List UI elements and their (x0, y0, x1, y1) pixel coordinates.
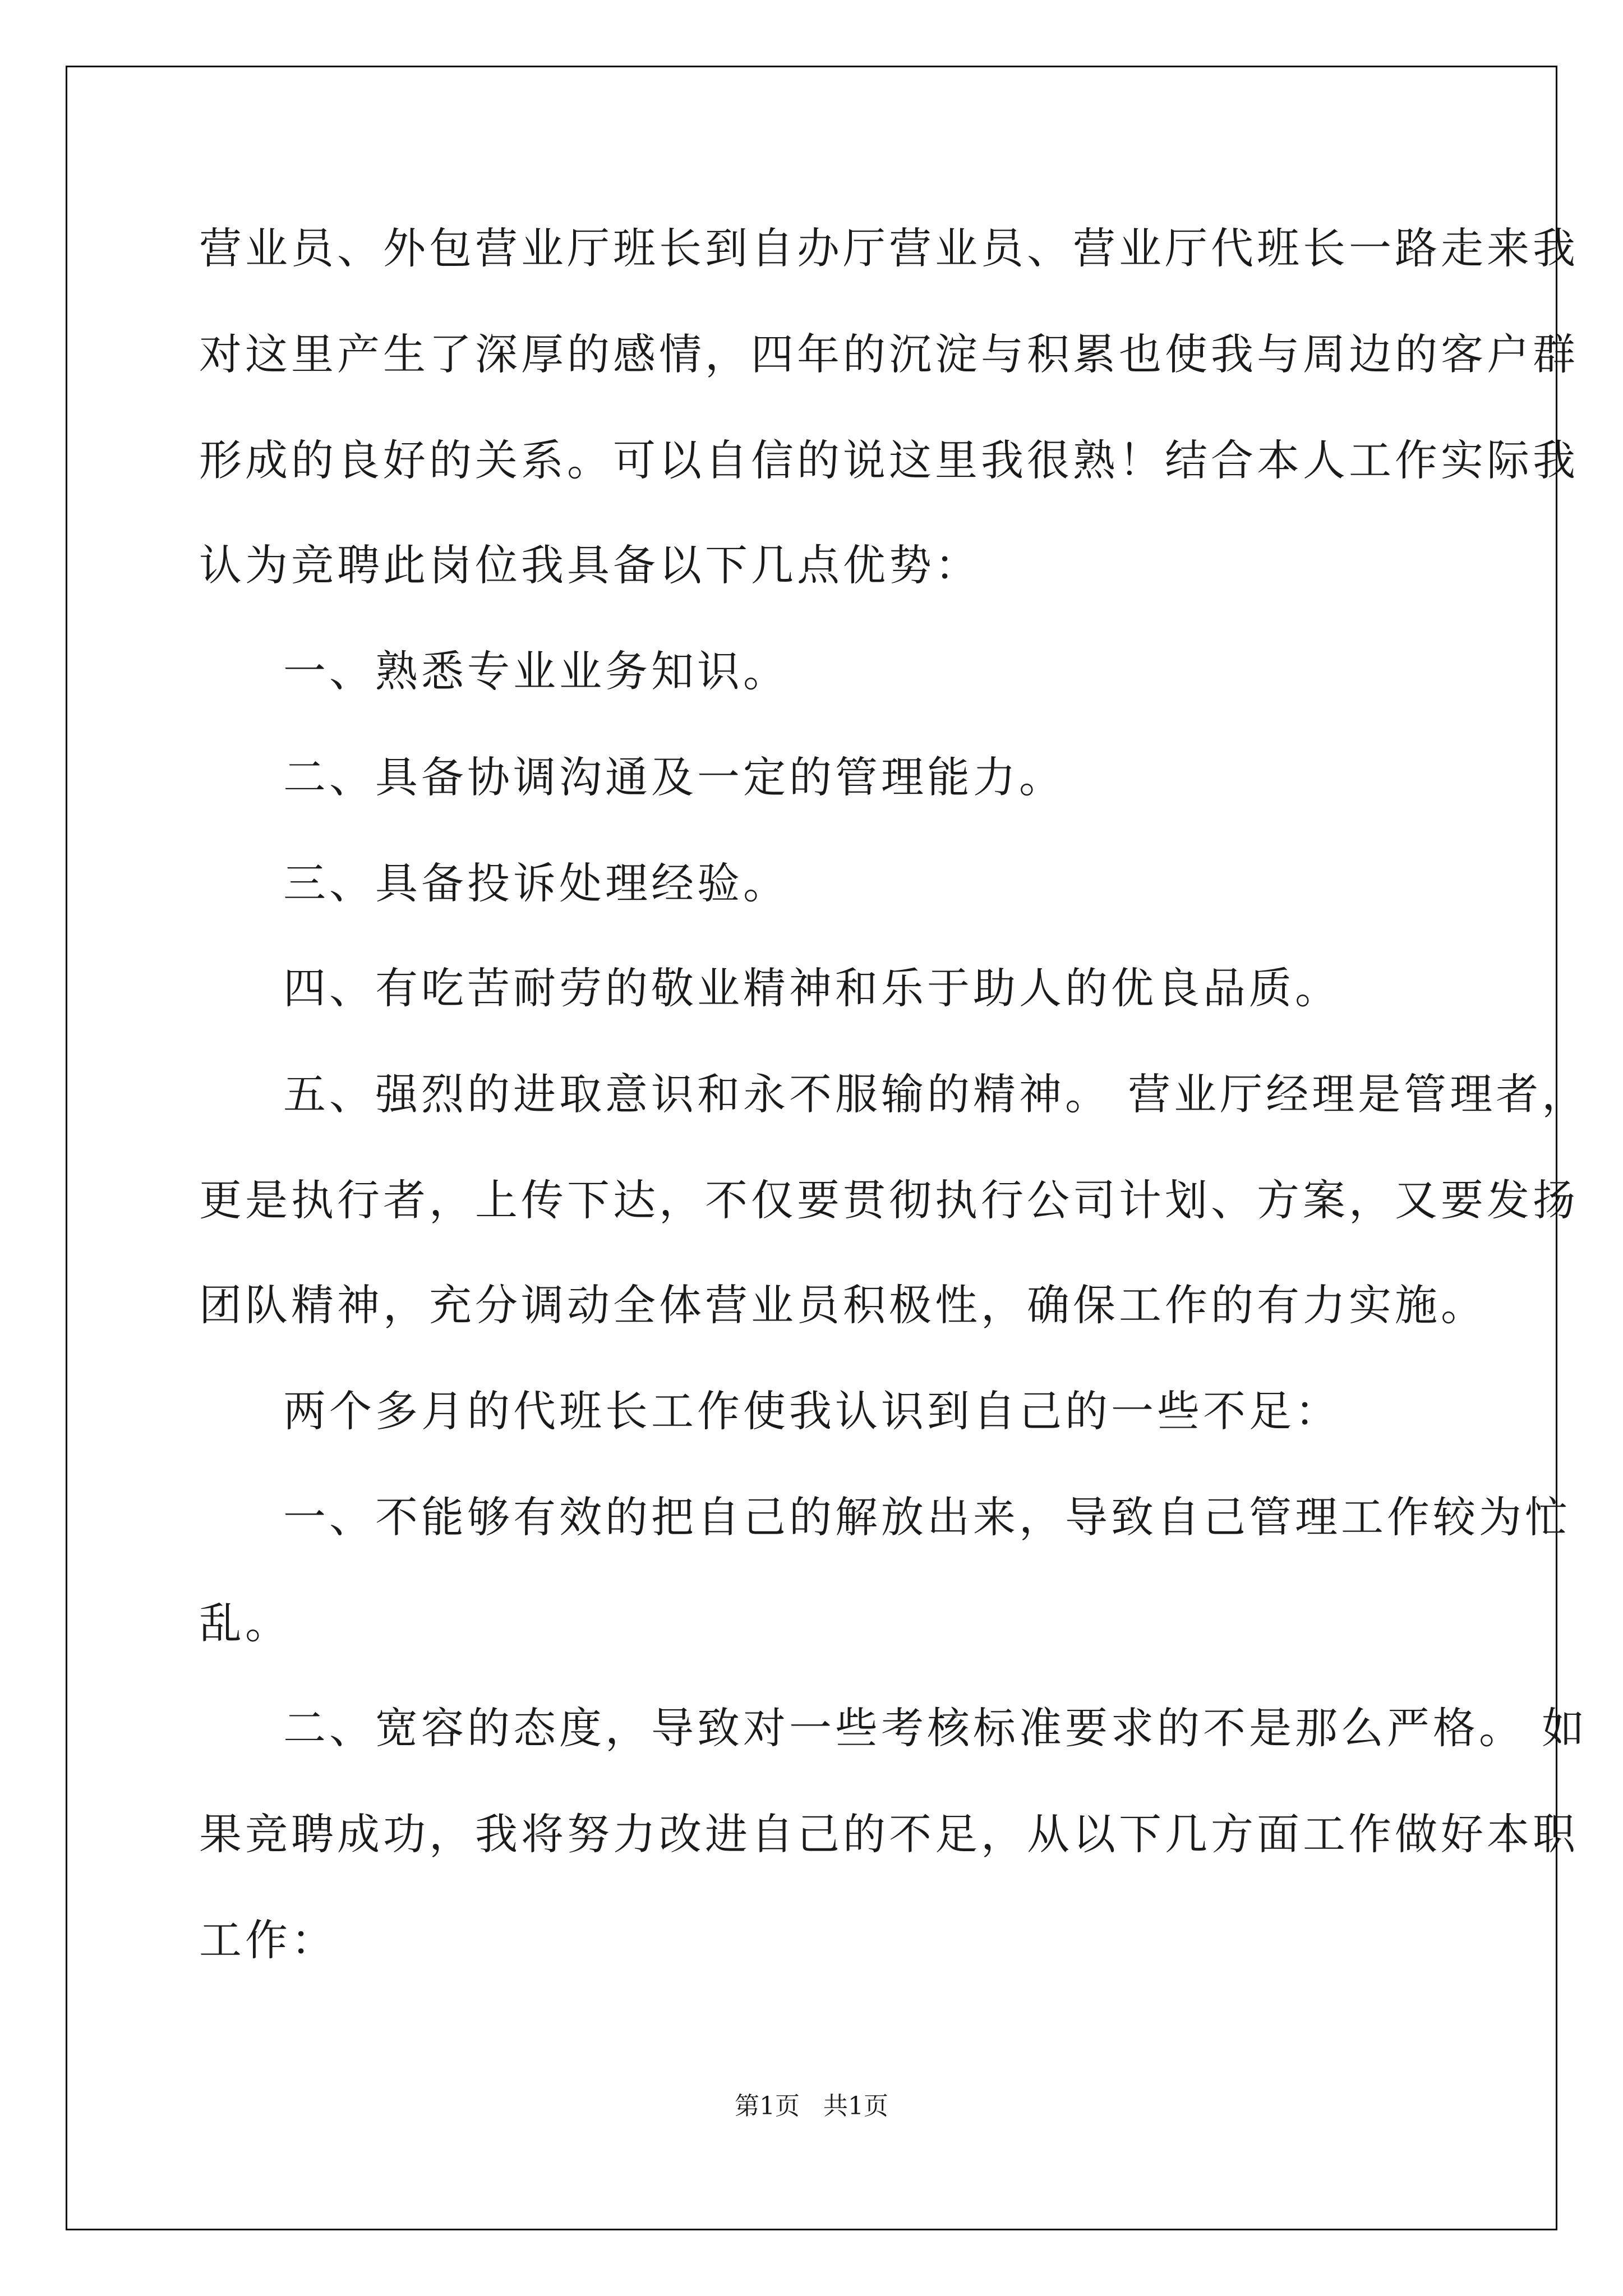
body-line-10: 更是执行者，上传下达，不仅要贯彻执行公司计划、方案，又要发扬 (199, 1175, 1579, 1225)
body-line-13: 一、不能够有效的把自己的解放出来，导致自己管理工作较为忙 (283, 1492, 1571, 1542)
body-line-2: 对这里产生了深厚的感情，四年的沉淀与积累也使我与周边的客户群 (199, 329, 1579, 379)
body-line-15: 二、宽容的态度，导致对一些考核标准要求的不是那么严格。 如 (283, 1703, 1588, 1753)
page-border (66, 66, 1588, 2230)
body-line-4: 认为竞聘此岗位我具备以下几点优势： (199, 540, 981, 590)
body-line-1: 营业员、外包营业厅班长到自办厅营业员、营业厅代班长一路走来我 (199, 223, 1579, 273)
body-line-6: 二、具备协调沟通及一定的管理能力。 (283, 752, 1065, 802)
body-line-5: 一、熟悉专业业务知识。 (283, 646, 789, 696)
body-line-16: 果竞聘成功，我将努力改进自己的不足，从以下几方面工作做好本职 (199, 1809, 1579, 1859)
body-line-11: 团队精神，充分调动全体营业员积极性，确保工作的有力实施。 (199, 1280, 1487, 1330)
body-line-12: 两个多月的代班长工作使我认识到自己的一些不足： (283, 1386, 1341, 1436)
page-number-footer: 第1页 共1页 (735, 2092, 888, 2120)
body-line-7: 三、具备投诉处理经验。 (283, 858, 789, 908)
body-line-9: 五、强烈的进取意识和永不服输的精神。 营业厅经理是管理者， (283, 1069, 1588, 1119)
body-line-8: 四、有吃苦耐劳的敬业精神和乐于助人的优良品质。 (283, 963, 1341, 1013)
body-line-3: 形成的良好的关系。可以自信的说这里我很熟！结合本人工作实际我 (199, 435, 1579, 485)
body-line-14: 乱。 (199, 1598, 291, 1648)
body-line-17: 工作： (199, 1915, 337, 1965)
